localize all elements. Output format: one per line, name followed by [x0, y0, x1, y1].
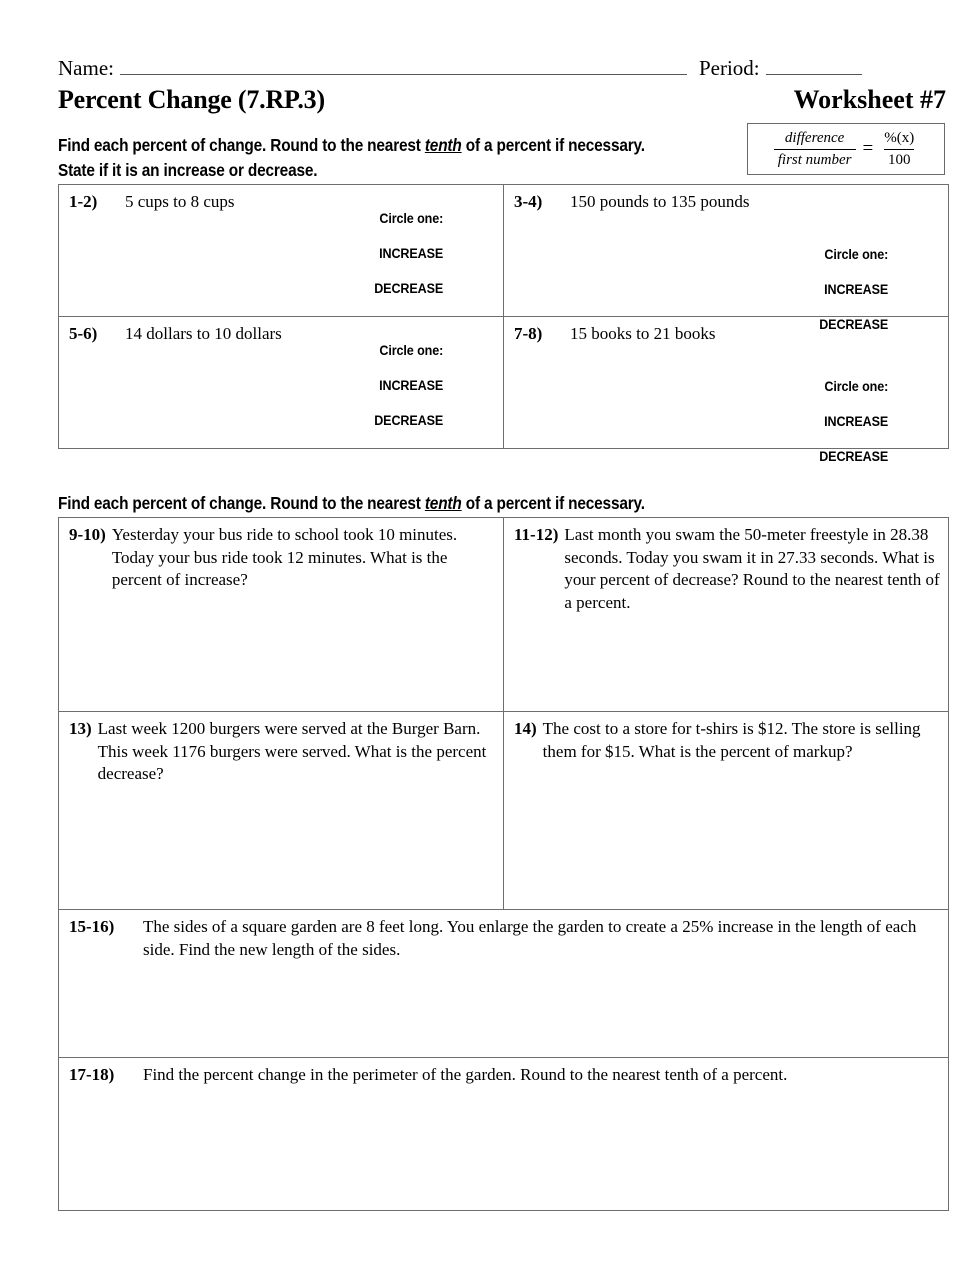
- instructions-section-2-line-1: [58, 491, 762, 516]
- problem-cell-1-2[interactable]: [59, 185, 504, 317]
- problem-text: Find the percent change in the perimeter of the garden. Round to the nearest tenth of a percent.: [143, 1065, 788, 1084]
- table-row: [59, 185, 949, 317]
- instr2-emphasis: tenth: [424, 493, 462, 513]
- problem-number: 17-18): [69, 1065, 115, 1084]
- table-row: [59, 518, 949, 712]
- problem-body: [59, 712, 503, 909]
- option-decrease[interactable]: DECREASE: [818, 317, 888, 332]
- title-row: [58, 85, 946, 119]
- problem-body: [504, 712, 948, 769]
- problem-text: 14 dollars to 10 dollars: [125, 324, 282, 343]
- problem-cell-11-12[interactable]: [504, 518, 949, 712]
- circle-one-prompt: Circle one:: [824, 379, 888, 394]
- problem-statement: [69, 1064, 940, 1087]
- instr1-text-a: Find each percent of change. Round to the nearest: [58, 135, 425, 155]
- option-decrease[interactable]: DECREASE: [373, 281, 443, 296]
- problem-statement: [69, 718, 495, 786]
- problem-body: [59, 518, 503, 711]
- problem-number: 13): [69, 719, 92, 738]
- circle-one-prompt: Circle one:: [379, 343, 443, 358]
- option-increase[interactable]: INCREASE: [823, 414, 888, 429]
- problem-text: 15 books to 21 books: [570, 324, 716, 343]
- page-title: Percent Change (7.RP.3): [58, 85, 325, 114]
- instr2-text-b: of a percent if necessary.: [461, 493, 645, 513]
- problem-body: [504, 317, 948, 464]
- problem-statement: [514, 718, 940, 763]
- name-period-row: [58, 56, 946, 88]
- problem-cell-17-18[interactable]: [59, 1058, 949, 1211]
- option-increase[interactable]: INCREASE: [378, 378, 443, 393]
- instructions-section-1-line-2: State if it is an increase or decrease.: [58, 160, 318, 180]
- period-label: Period:: [698, 56, 760, 80]
- problem-text: Last month you swam the 50-meter freestyle in 28.38 seconds. Today you swam it in 27.33 seconds. What is your percent of decrease? Round to the nearest tenth of a percent.: [564, 525, 940, 612]
- problem-statement: [514, 191, 940, 214]
- problem-text: Last week 1200 burgers were served at the Burger Barn. This week 1176 burgers were served. What is the percent decrease?: [97, 719, 487, 783]
- option-decrease[interactable]: DECREASE: [818, 449, 888, 464]
- name-label: Name:: [58, 56, 114, 80]
- problem-text: The sides of a square garden are 8 feet long. You enlarge the garden to create a 25% increase in the length of each side. Find the new length of the sides.: [143, 917, 917, 959]
- problem-number: 11-12): [514, 525, 559, 544]
- problem-body: [59, 1058, 948, 1210]
- problem-cell-13[interactable]: [59, 712, 504, 910]
- table-row: [59, 910, 949, 1058]
- circle-one-prompt: Circle one:: [379, 211, 443, 226]
- problem-statement: [514, 323, 940, 346]
- word-problems-table: [58, 517, 949, 1211]
- formula-equals-sign: =: [862, 138, 874, 159]
- period-blank-line[interactable]: [766, 56, 862, 75]
- formula-right-fraction: [880, 129, 918, 170]
- circle-one-table: [58, 184, 949, 464]
- circle-one-group: [374, 333, 443, 438]
- problem-cell-15-16[interactable]: [59, 910, 949, 1058]
- instr1-text-b: of a percent if necessary.: [461, 135, 645, 155]
- problem-text: Yesterday your bus ride to school took 10 minutes. Today your bus ride took 12 minutes. What is the percent of increase?: [111, 525, 458, 589]
- problem-statement: [69, 524, 495, 592]
- problem-body: [59, 910, 948, 1057]
- problem-number: 1-2): [69, 192, 98, 211]
- instr2-text-a: Find each percent of change. Round to the nearest: [58, 493, 425, 513]
- formula-numerator: difference: [784, 129, 845, 146]
- table-row: [59, 1058, 949, 1211]
- problem-number: 7-8): [514, 324, 543, 343]
- problem-statement: [514, 524, 940, 614]
- worksheet-number: Worksheet #7: [793, 85, 946, 114]
- table-row: [59, 712, 949, 910]
- problem-number: 15-16): [69, 917, 115, 936]
- problem-text: 5 cups to 8 cups: [125, 192, 235, 211]
- problem-body: [59, 317, 503, 448]
- problem-cell-5-6[interactable]: [59, 317, 504, 449]
- formula-denominator: first number: [774, 149, 856, 170]
- problem-cell-9-10[interactable]: [59, 518, 504, 712]
- problem-text: The cost to a store for t-shirs is $12. The store is selling them for $15. What is the percent of markup?: [542, 719, 921, 761]
- problem-statement: [69, 916, 940, 961]
- circle-one-prompt: Circle one:: [824, 247, 888, 262]
- problem-body: [59, 185, 503, 316]
- option-increase[interactable]: INCREASE: [378, 246, 443, 261]
- problem-body: [504, 185, 948, 332]
- problem-cell-7-8[interactable]: [504, 317, 949, 464]
- name-blank-line[interactable]: [120, 56, 687, 75]
- formula-right-numerator: %(x): [884, 129, 915, 146]
- formula-right-denominator: 100: [884, 149, 915, 170]
- problem-number: 9-10): [69, 525, 106, 544]
- problem-body: [504, 518, 948, 620]
- problem-text: 150 pounds to 135 pounds: [570, 192, 750, 211]
- problem-number: 3-4): [514, 192, 543, 211]
- instructions-section-1-line-1: [58, 133, 762, 158]
- table-row: [59, 317, 949, 449]
- circle-one-group: [374, 201, 443, 306]
- problem-number: 5-6): [69, 324, 98, 343]
- problem-cell-14[interactable]: [504, 712, 949, 910]
- problem-number: 14): [514, 719, 537, 738]
- problem-cell-3-4[interactable]: [504, 185, 949, 332]
- formula-box: [747, 123, 945, 175]
- option-decrease[interactable]: DECREASE: [373, 413, 443, 428]
- instructions-section-1: [58, 133, 858, 183]
- instr1-emphasis: tenth: [424, 135, 462, 155]
- option-increase[interactable]: INCREASE: [823, 282, 888, 297]
- formula-left-fraction: [774, 129, 856, 170]
- instructions-section-2: [58, 491, 858, 516]
- circle-one-group: [819, 369, 888, 474]
